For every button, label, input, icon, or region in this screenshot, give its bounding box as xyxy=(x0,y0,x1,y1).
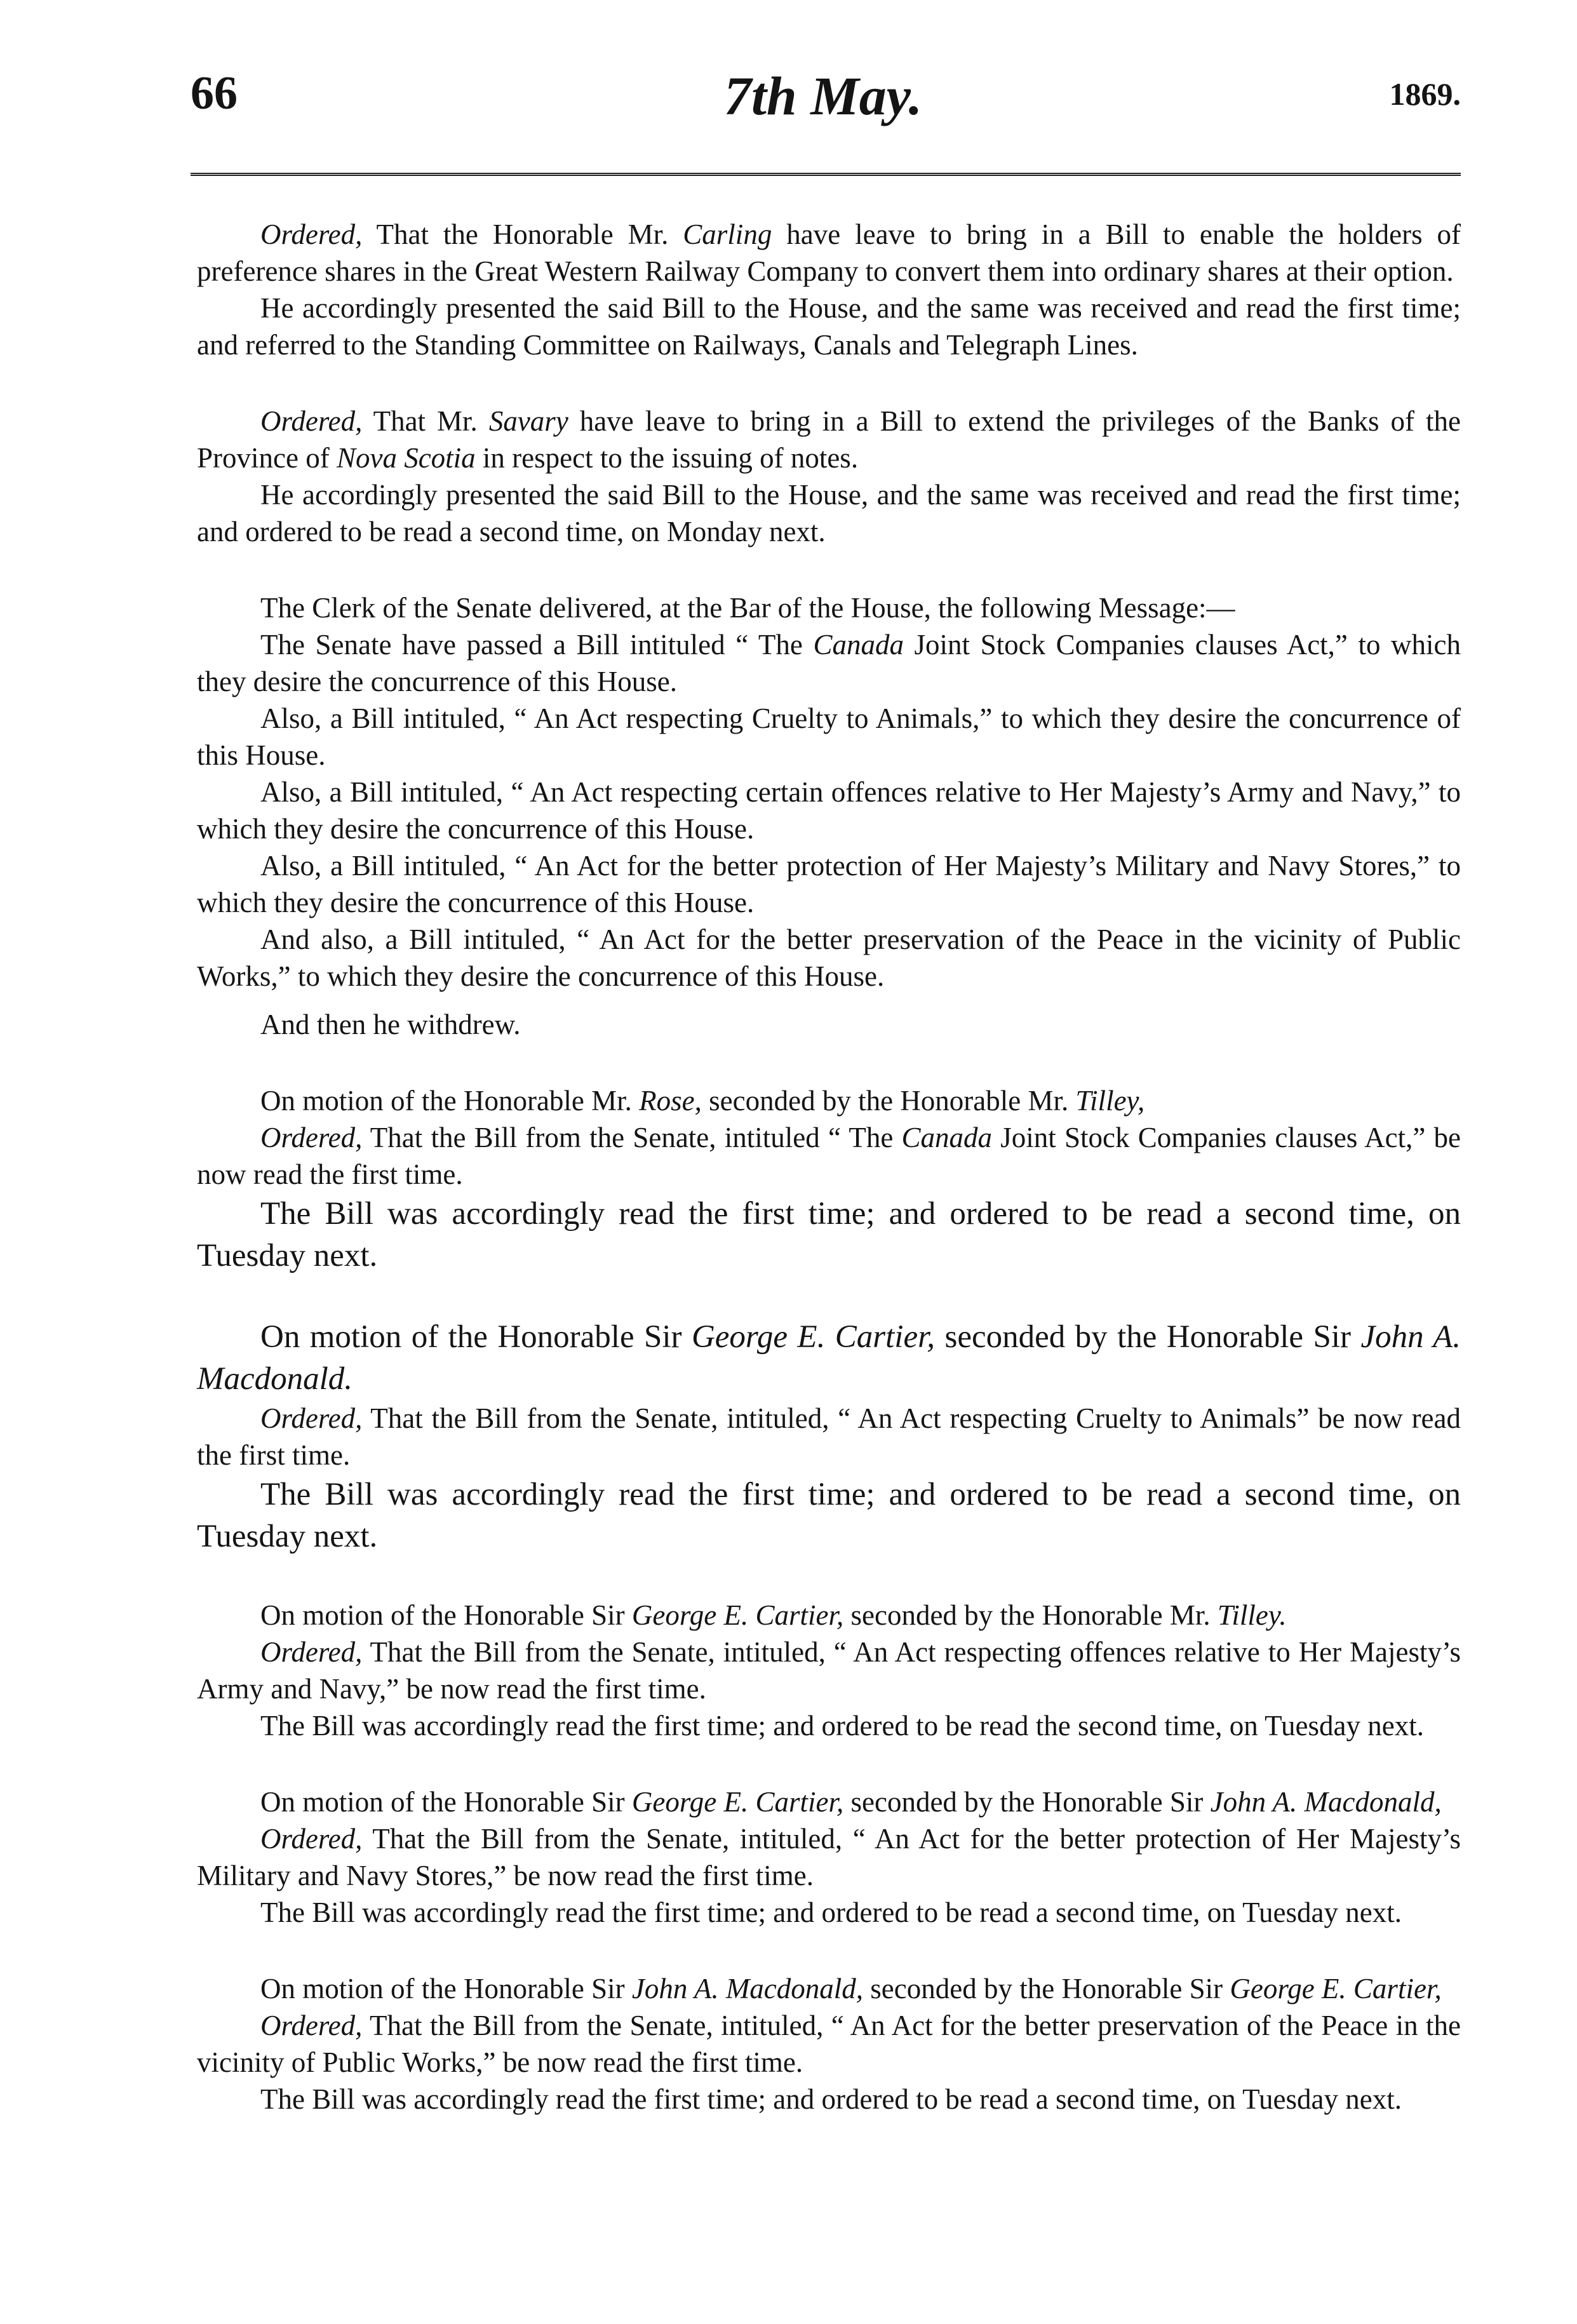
text-run: Joint Stock Companies clauses Act,” to which they desire the concurrence of this House. xyxy=(197,629,1461,697)
text-run: have leave to bring in a Bill to enable the holders of preference shares in the Great Western Railway Company to convert them into ordinary shares at their option. xyxy=(197,218,1461,287)
seconder-name: George E. Cartier, xyxy=(1230,1973,1442,2005)
text-run: The Senate have passed a Bill intituled “ The xyxy=(260,629,814,661)
text-run: Joint Stock Companies clauses Act,” be now read the first time. xyxy=(197,1122,1461,1190)
motion-stores-order xyxy=(197,1820,1461,1894)
motion-peace xyxy=(197,1970,1461,2118)
motion-stores-mover xyxy=(197,1783,1461,1820)
text-run: On motion of the Honorable Sir xyxy=(260,1973,632,2005)
motion-peace-result: The Bill was accordingly read the first time; and ordered to be read a second time, on Tuesday next. xyxy=(260,2083,1402,2115)
page-date: 7th May. xyxy=(724,65,923,126)
motion-rose-result: The Bill was accordingly read the first time; and ordered to be read a second time, on Tuesday next. xyxy=(197,1196,1461,1273)
text-run: seconded by the Honorable Sir xyxy=(843,1786,1211,1818)
savary-presented: He accordingly presented the said Bill to the House, and the same was received and read the first time; and ordered to be read a second time, on Monday next. xyxy=(197,479,1461,547)
text-run: That the Honorable Mr. xyxy=(362,218,683,250)
ordered-word: Ordered, xyxy=(260,1636,363,1668)
page-body xyxy=(197,216,1461,2157)
text-run: seconded by the Honorable Sir xyxy=(935,1319,1361,1355)
motion-rose-order xyxy=(197,1119,1461,1193)
senate-bill-canada xyxy=(197,626,1461,700)
motion-offences xyxy=(197,1597,1461,1744)
ordered-word: Ordered, xyxy=(260,1402,363,1434)
page-header xyxy=(191,67,1461,137)
withdrew-line: And then he withdrew. xyxy=(260,1009,521,1040)
senate-message-intro: The Clerk of the Senate delivered, at the Bar of the House, the following Message:— xyxy=(260,592,1235,624)
seconder-name: Tilley, xyxy=(1075,1085,1145,1117)
text-run: That the Bill from the Senate, intituled, “ An Act for the better preservation of the Peace in the vicinity of Public Works,” be now read the first time. xyxy=(197,2010,1461,2078)
senate-bill-cruelty: Also, a Bill intituled, “ An Act respecting Cruelty to Animals,” to which they desire the concurrence of this House. xyxy=(197,702,1461,771)
ordered-word: Ordered, xyxy=(260,2010,363,2041)
text-run: in respect to the issuing of notes. xyxy=(475,442,859,474)
text-run: have leave to bring in a Bill to extend the privileges of the Banks of the Province of xyxy=(197,405,1461,474)
text-run: That the Bill from the Senate, intituled “ The xyxy=(362,1122,902,1153)
mover-name: George E. Cartier, xyxy=(631,1599,844,1631)
senate-message xyxy=(197,589,1461,995)
motion-peace-mover xyxy=(197,1970,1461,2007)
text-run: That Mr. xyxy=(362,405,489,437)
place-name: Canada xyxy=(901,1122,993,1153)
savary-order xyxy=(197,403,1461,476)
page-number: 66 xyxy=(191,67,238,119)
text-run: That the Bill from the Senate, intituled, “ An Act respecting offences relative to Her Majesty’s Army and Navy,” be now read the first time. xyxy=(197,1636,1461,1705)
motion-cruelty-order xyxy=(197,1400,1461,1474)
senate-bill-peace: And also, a Bill intituled, “ An Act for the better preservation of the Peace in the vicinity of Public Works,” to which they desire the concurrence of this House. xyxy=(197,924,1461,992)
header-rule xyxy=(191,173,1461,176)
text-run: On motion of the Honorable Sir xyxy=(260,1786,632,1818)
mover-name: George E. Cartier, xyxy=(631,1786,844,1818)
seconder-name: Tilley. xyxy=(1217,1599,1287,1631)
text-run: On motion of the Honorable Sir xyxy=(260,1319,692,1355)
motion-rose-mover xyxy=(197,1082,1461,1119)
ordered-word: Ordered, xyxy=(260,1823,363,1855)
page-year: 1869. xyxy=(1389,76,1461,112)
carling-presented: He accordingly presented the said Bill to the House, and the same was received and read the first time; and referred to the Standing Committee on Railways, Canals and Telegraph Lines. xyxy=(197,292,1461,361)
motion-offences-order xyxy=(197,1634,1461,1707)
motion-cruelty xyxy=(197,1316,1461,1557)
ordered-word: Ordered, xyxy=(260,405,363,437)
mover-name: John A. Macdonald, xyxy=(631,1973,864,2005)
savary-bill-entry xyxy=(197,403,1461,550)
ordered-word: Ordered, xyxy=(260,218,363,250)
motion-offences-result: The Bill was accordingly read the first time; and ordered to be read the second time, on Tuesday next. xyxy=(260,1710,1424,1742)
text-run: On motion of the Honorable Sir xyxy=(260,1599,632,1631)
motion-offences-mover xyxy=(197,1597,1461,1634)
place-name: Canada xyxy=(813,629,904,661)
place-name: Nova Scotia xyxy=(336,442,476,474)
member-name: Savary xyxy=(488,405,568,437)
carling-bill-entry xyxy=(197,216,1461,363)
motion-cruelty-result: The Bill was accordingly read the first time; and ordered to be read a second time, on Tuesday next. xyxy=(197,1477,1461,1554)
text-run: seconded by the Honorable Mr. xyxy=(701,1085,1076,1117)
seconder-name: John A. Macdonald. xyxy=(197,1319,1461,1397)
member-name: Carling xyxy=(683,218,772,250)
text-run: seconded by the Honorable Mr. xyxy=(843,1599,1218,1631)
mover-name: George E. Cartier, xyxy=(691,1319,936,1355)
senate-bill-stores: Also, a Bill intituled, “ An Act for the better protection of Her Majesty’s Military and Navy Stores,” to which they desire the concurrence of this House. xyxy=(197,850,1461,918)
motion-rose xyxy=(197,1082,1461,1277)
carling-order xyxy=(197,216,1461,290)
motion-stores-result: The Bill was accordingly read the first time; and ordered to be read a second time, on Tuesday next. xyxy=(260,1897,1402,1928)
ordered-word: Ordered, xyxy=(260,1122,363,1153)
motion-stores xyxy=(197,1783,1461,1931)
text-run: On motion of the Honorable Mr. xyxy=(260,1085,640,1117)
motion-cruelty-mover xyxy=(197,1316,1461,1400)
motion-peace-order xyxy=(197,2007,1461,2081)
text-run: That the Bill from the Senate, intituled, “ An Act respecting Cruelty to Animals” be now read the first time. xyxy=(197,1402,1461,1471)
text-run: seconded by the Honorable Sir xyxy=(863,1973,1230,2005)
mover-name: Rose, xyxy=(639,1085,702,1117)
text-run: That the Bill from the Senate, intituled, “ An Act for the better protection of Her Majesty’s Military and Navy Stores,” be now read the first time. xyxy=(197,1823,1461,1891)
seconder-name: John A. Macdonald, xyxy=(1210,1786,1442,1818)
senate-bill-offences: Also, a Bill intituled, “ An Act respecting certain offences relative to Her Majesty’s Army and Navy,” to which they desire the concurrence of this House. xyxy=(197,776,1461,845)
